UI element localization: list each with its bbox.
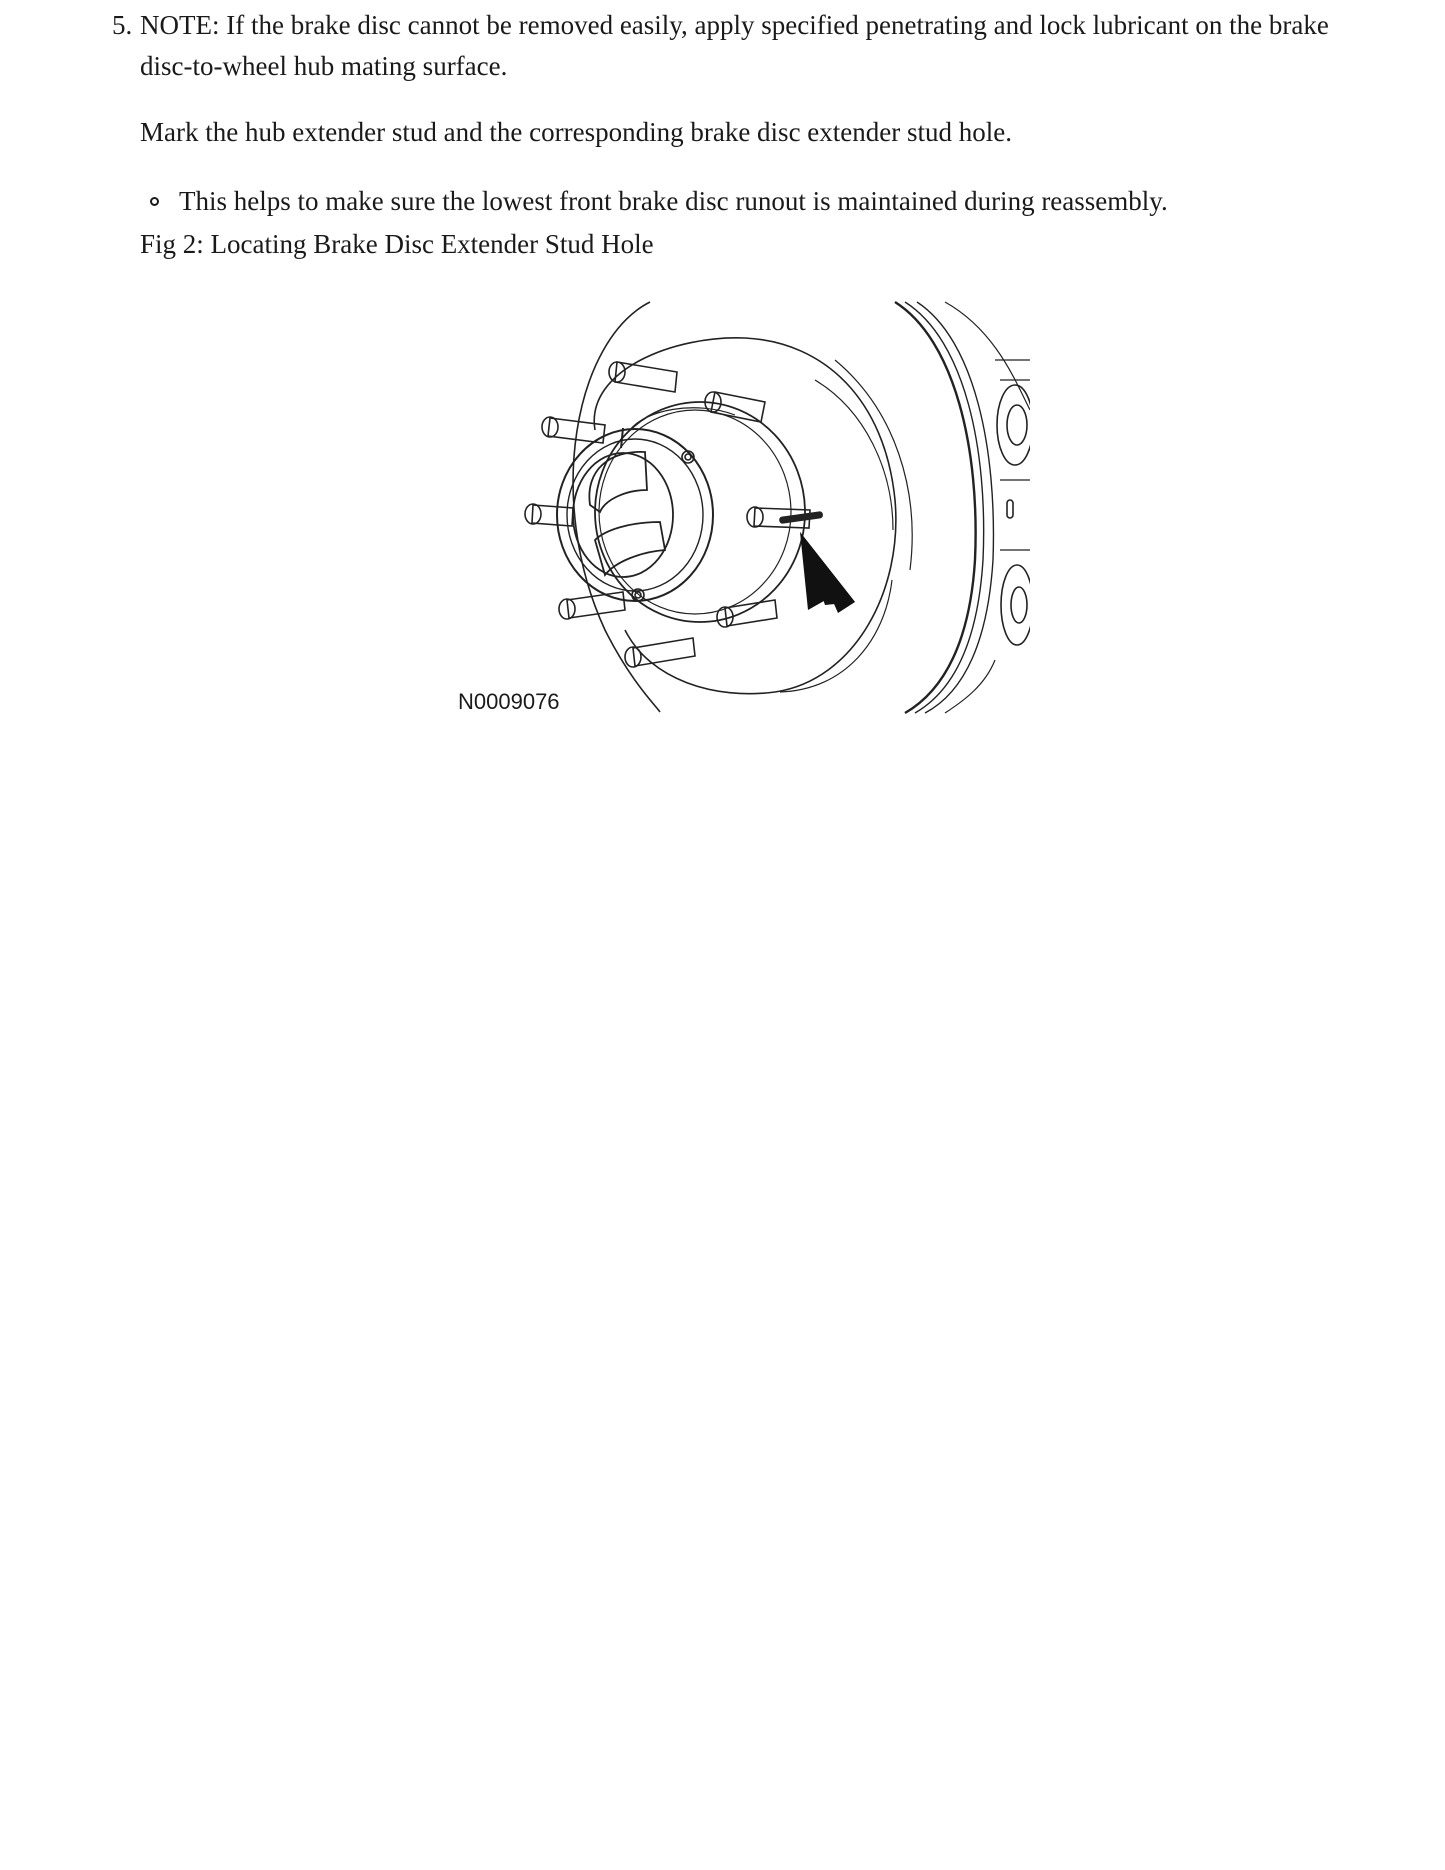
- bullet-text: This helps to make sure the lowest front brake disc runout is maintained during reassembly.: [179, 186, 1168, 216]
- bullet-icon: [150, 197, 159, 206]
- figure-code: N0009076: [458, 689, 560, 714]
- brake-disc-illustration: [455, 300, 1030, 715]
- figure-caption: Fig 2: Locating Brake Disc Extender Stud Hole: [140, 229, 654, 259]
- step-number: 5.: [112, 10, 133, 40]
- list-item: [140, 181, 1350, 222]
- step-instruction: Mark the hub extender stud and the corresponding brake disc extender stud hole.: [140, 117, 1012, 147]
- brake-disc-drawing: [455, 300, 1030, 715]
- step-note: NOTE: If the brake disc cannot be removed easily, apply specified penetrating and lock lubricant on the brake disc-to-wheel hub mating surface.: [140, 10, 1329, 81]
